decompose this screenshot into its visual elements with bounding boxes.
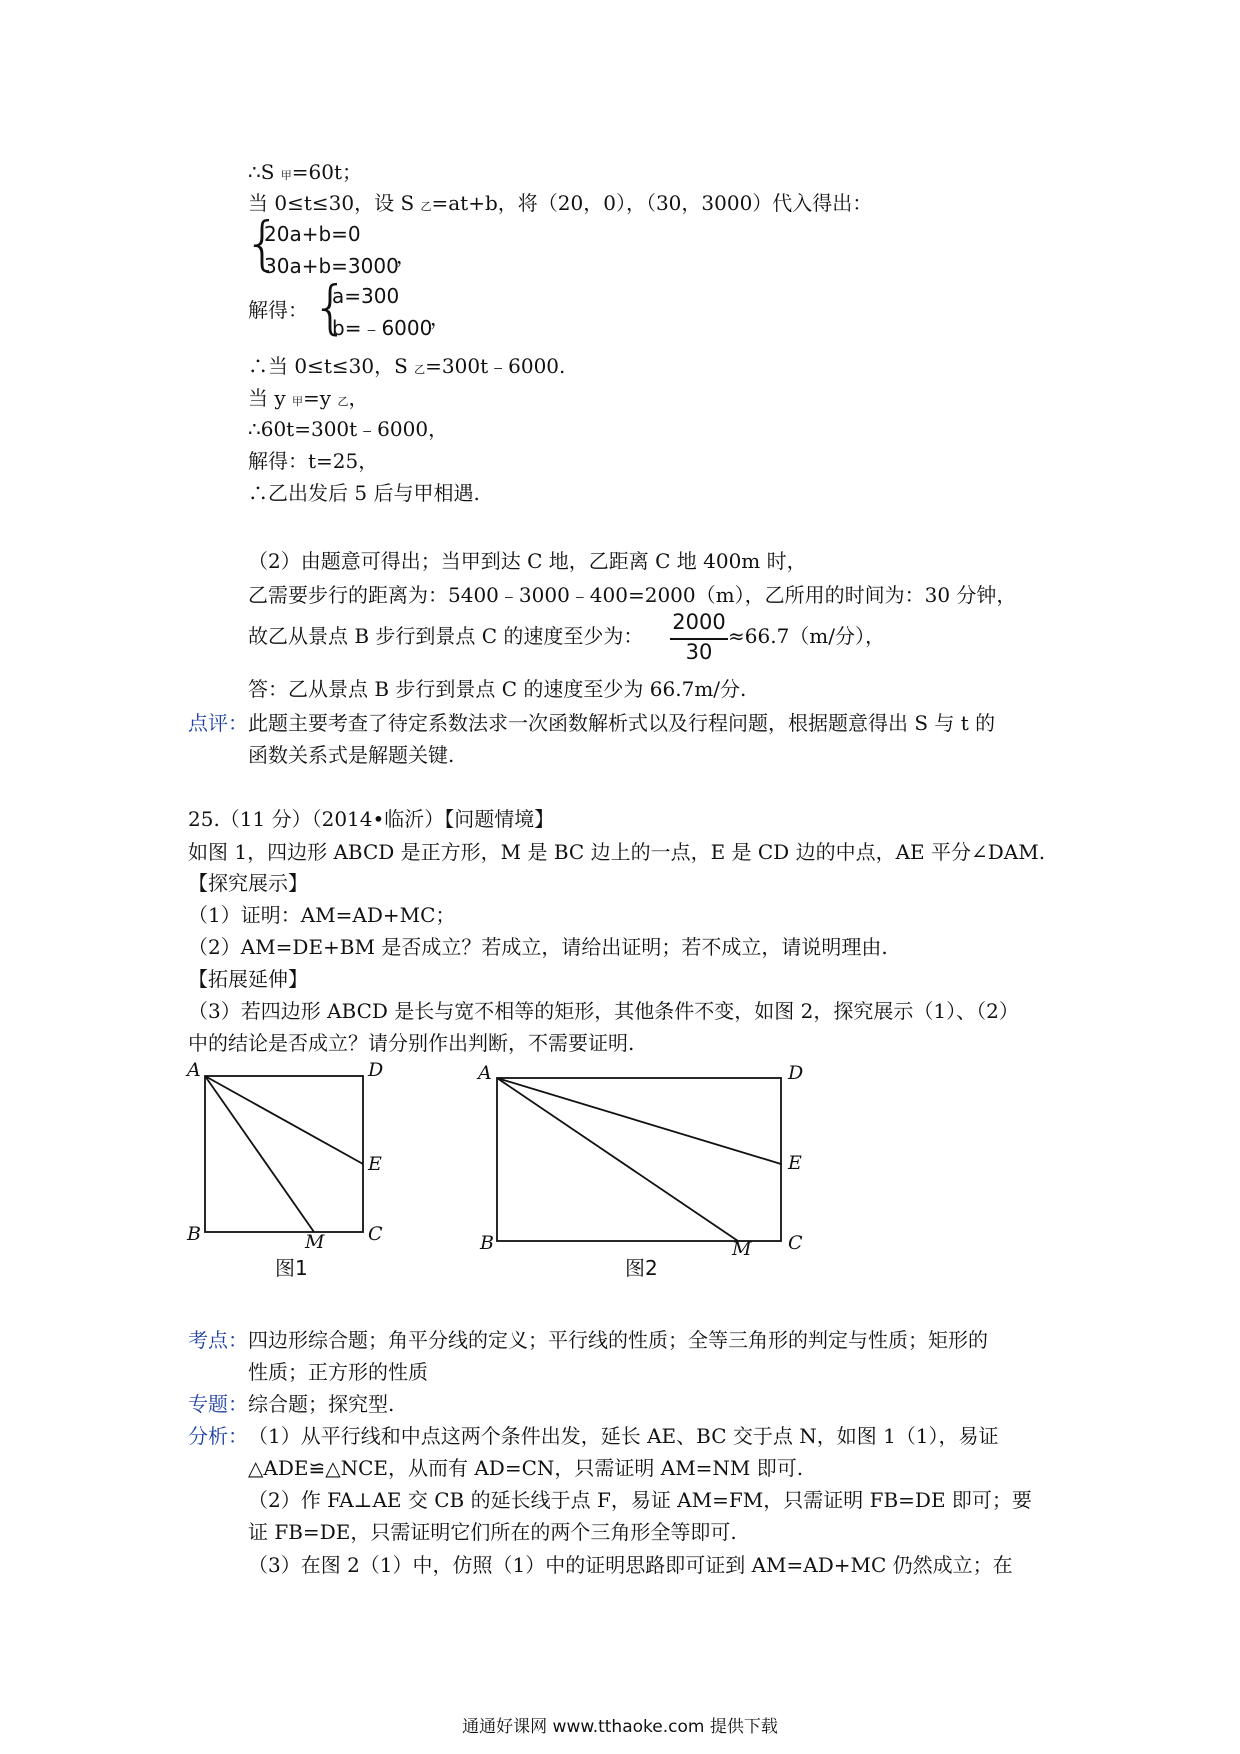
line-s-jia: ∴S 甲=60t；: [248, 160, 363, 184]
fenxi-2-line-2: 证 FB=DE，只需证明它们所在的两个三角形全等即可.: [248, 1520, 737, 1544]
zhuanti-text: 综合题；探究型.: [248, 1392, 395, 1416]
fig2-label-d: D: [788, 1065, 804, 1084]
q25-header: 25.（11 分）（2014•临沂）【问题情境】: [188, 807, 555, 831]
q25-part-3-line-1: （3）若四边形 ABCD 是长与宽不相等的矩形，其他条件不变，如图 2，探究展示（1）、（2）: [188, 999, 1019, 1023]
fig1-label-c: C: [368, 1223, 383, 1245]
review-line-1: 此题主要考查了待定系数法求一次函数解析式以及行程问题，根据题意得出 S 与 t 的: [248, 711, 996, 735]
line-meet: ∴乙出发后 5 后与甲相遇.: [248, 481, 480, 505]
line-y-equal: 当 y 甲=y 乙，: [248, 386, 369, 410]
kaodian-line-2: 性质；正方形的性质: [248, 1360, 428, 1384]
fenxi-3-line-1: （3）在图 2（1）中，仿照（1）中的证明思路即可证到 AM=AD+MC 仍然成立；在: [248, 1553, 1013, 1577]
part2-line-3-a: 故乙从景点 B 步行到景点 C 的速度至少为：: [248, 624, 644, 648]
part2-line-3-b: ≈66.7（m/分），: [728, 624, 885, 648]
fenxi-label: 分析：: [188, 1424, 248, 1448]
zhuanti-label: 专题：: [188, 1392, 248, 1416]
fig1-label-d: D: [368, 1059, 384, 1081]
fenxi-1-line-1: （1）从平行线和中点这两个条件出发，延长 AE、BC 交于点 N，如图 1（1），易证: [248, 1424, 999, 1448]
part2-line-2: 乙需要步行的距离为：5400﹣3000﹣400=2000（m），乙所用的时间为：30 分钟，: [248, 583, 1017, 607]
review-line-2: 函数关系式是解题关键.: [248, 743, 455, 767]
line-set-s-yi: 当 0≤t≤30，设 S 乙=at+b，将（20，0），（30，3000）代入得出：: [248, 191, 873, 215]
part2-line-1: （2）由题意可得出；当甲到达 C 地，乙距离 C 地 400m 时，: [248, 549, 807, 573]
figure-2-rectangle: [470, 1065, 820, 1255]
fig2-label-m: M: [732, 1238, 752, 1255]
fig2-label-a: A: [478, 1065, 492, 1084]
fig2-label-b: B: [480, 1232, 494, 1254]
line-equation: ∴60t=300t﹣6000，: [248, 417, 449, 441]
q25-explore-heading: 【探究展示】: [188, 871, 308, 895]
part2-answer: 答：乙从景点 B 步行到景点 C 的速度至少为 66.7m/分.: [248, 677, 747, 701]
review-label: 点评：: [188, 711, 248, 735]
line-s-yi-formula: ∴当 0≤t≤30，S 乙=300t﹣6000.: [248, 354, 566, 378]
fig2-label-e: E: [788, 1152, 802, 1174]
q25-statement: 如图 1，四边形 ABCD 是正方形，M 是 BC 边上的一点，E 是 CD 边的中点，AE 平分∠DAM.: [188, 840, 1046, 864]
kaodian-line-1: 四边形综合题；角平分线的定义；平行线的性质；全等三角形的判定与性质；矩形的: [248, 1328, 988, 1352]
page-footer: 通通好课网 www.tthaoke.com 提供下载: [462, 1717, 778, 1737]
fig1-label-b: B: [187, 1223, 201, 1245]
figure-1-caption: 图1: [275, 1256, 308, 1280]
q25-part-3-line-2: 中的结论是否成立？请分别作出判断，不需要证明.: [188, 1031, 635, 1055]
fig1-label-e: E: [368, 1153, 382, 1175]
fig1-label-m: M: [305, 1231, 325, 1248]
kaodian-label: 考点：: [188, 1328, 248, 1352]
q25-part-2: （2）AM=DE+BM 是否成立？若成立，请给出证明；若不成立，请说明理由.: [188, 935, 888, 959]
q25-part-1: （1）证明：AM=AD+MC；: [188, 903, 456, 927]
line-solve-t: 解得：t=25，: [248, 449, 379, 473]
fenxi-2-line-1: （2）作 FA⊥AE 交 CB 的延长线于点 F，易证 AM=FM，只需证明 FB=DE 即可；要: [248, 1488, 1032, 1512]
q25-extend-heading: 【拓展延伸】: [188, 967, 308, 991]
figure-1-square: [180, 1058, 400, 1248]
fenxi-1-line-2: △ADE≌△NCE，从而有 AD=CN，只需证明 AM=NM 即可.: [248, 1456, 804, 1480]
fig2-label-c: C: [788, 1232, 803, 1254]
figure-2-caption: 图2: [625, 1256, 658, 1280]
fig1-label-a: A: [187, 1059, 201, 1081]
